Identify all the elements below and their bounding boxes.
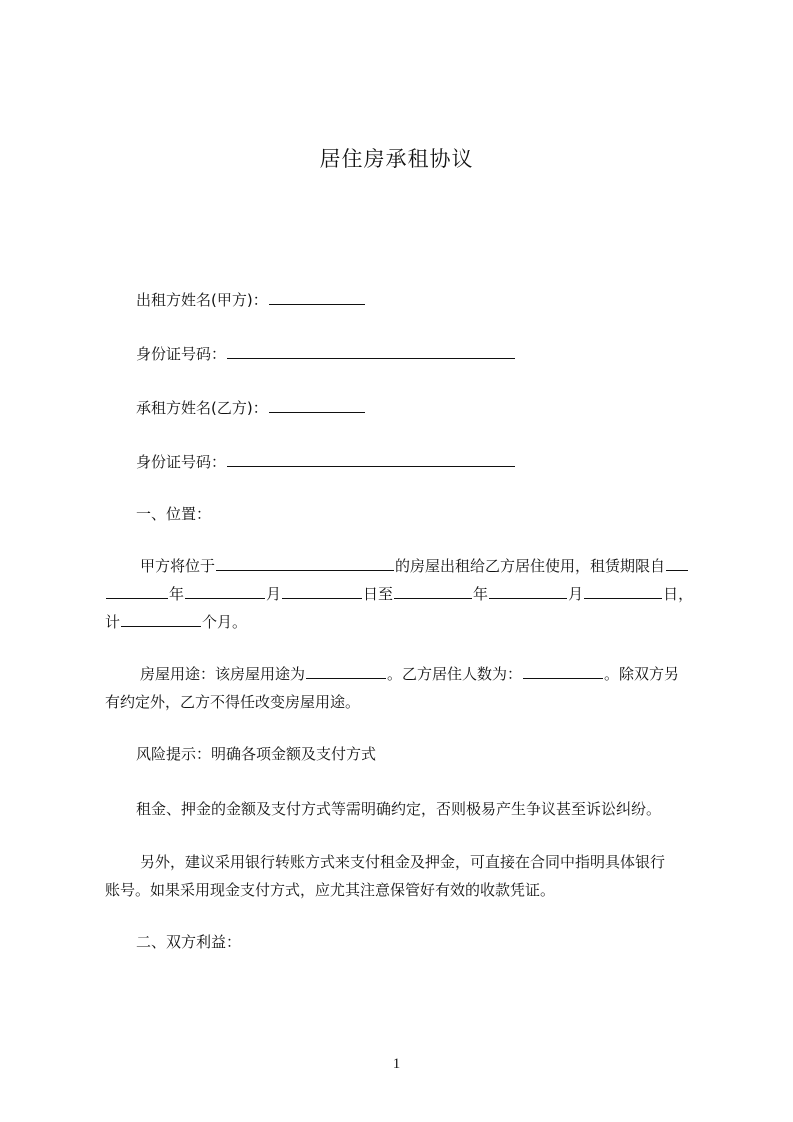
total-label: 计 bbox=[105, 613, 121, 631]
end-day-blank[interactable] bbox=[584, 584, 662, 599]
page-number: 1 bbox=[392, 1056, 401, 1072]
lessor-id-line bbox=[136, 344, 516, 364]
section-location-heading: 一、位置： bbox=[136, 505, 212, 523]
section-benefit-heading: 二、双方利益： bbox=[136, 933, 242, 951]
location-line-3 bbox=[105, 612, 247, 632]
start-year-blank[interactable] bbox=[106, 584, 168, 599]
usage-line-2: 有约定外，乙方不得任改变房屋用途。 bbox=[105, 693, 361, 711]
day2-label: 日， bbox=[663, 585, 694, 603]
lessee-id-blank[interactable] bbox=[227, 452, 515, 467]
location-text-a: 甲方将位于 bbox=[140, 557, 216, 575]
months-label: 个月。 bbox=[202, 613, 248, 631]
payment-line-1: 另外，建议采用银行转账方式来支付租金及押金，可直接在合同中指明具体银行 bbox=[140, 853, 666, 871]
lessee-name-line bbox=[136, 398, 366, 418]
month-label: 月 bbox=[266, 585, 282, 603]
lessor-id-blank[interactable] bbox=[227, 344, 515, 359]
location-line-2 bbox=[105, 584, 693, 604]
address-blank[interactable] bbox=[216, 556, 394, 571]
usage-text-a: 房屋用途：该房屋用途为 bbox=[140, 665, 306, 683]
lessor-name-blank[interactable] bbox=[269, 290, 365, 305]
year-label: 年 bbox=[169, 585, 185, 603]
day-to-label: 日至 bbox=[363, 585, 394, 603]
location-text-b: 的房屋出租给乙方居住使用，租赁期限自 bbox=[395, 557, 666, 575]
risk-heading: 风险提示：明确各项金额及支付方式 bbox=[136, 745, 377, 763]
lessee-name-blank[interactable] bbox=[269, 398, 365, 413]
risk-text: 租金、押金的金额及支付方式等需明确约定，否则极易产生争议甚至诉讼纠纷。 bbox=[136, 800, 662, 818]
lessor-id-label: 身份证号码： bbox=[136, 345, 227, 363]
month2-label: 月 bbox=[568, 585, 584, 603]
months-blank[interactable] bbox=[121, 612, 201, 627]
usage-blank[interactable] bbox=[306, 664, 386, 679]
location-line-1 bbox=[140, 556, 689, 576]
lessee-id-line bbox=[136, 452, 516, 472]
occupants-blank[interactable] bbox=[523, 664, 603, 679]
usage-text-b: 。乙方居住人数为： bbox=[387, 665, 523, 683]
payment-line-2: 账号。如果采用现金支付方式，应尤其注意保管好有效的收款凭证。 bbox=[105, 881, 556, 899]
year2-label: 年 bbox=[473, 585, 489, 603]
end-month-blank[interactable] bbox=[489, 584, 567, 599]
start-blank-a[interactable] bbox=[666, 556, 688, 571]
lessor-name-line bbox=[136, 290, 366, 310]
usage-text-c: 。除双方另 bbox=[604, 665, 680, 683]
end-year-blank[interactable] bbox=[394, 584, 472, 599]
usage-line-1 bbox=[140, 664, 679, 684]
start-month-blank[interactable] bbox=[185, 584, 265, 599]
document-title: 居住房承租协议 bbox=[319, 147, 474, 171]
lessor-name-label: 出租方姓名(甲方)： bbox=[136, 291, 268, 309]
start-day-blank[interactable] bbox=[282, 584, 362, 599]
lessee-id-label: 身份证号码： bbox=[136, 453, 227, 471]
lessee-name-label: 承租方姓名(乙方)： bbox=[136, 399, 268, 417]
